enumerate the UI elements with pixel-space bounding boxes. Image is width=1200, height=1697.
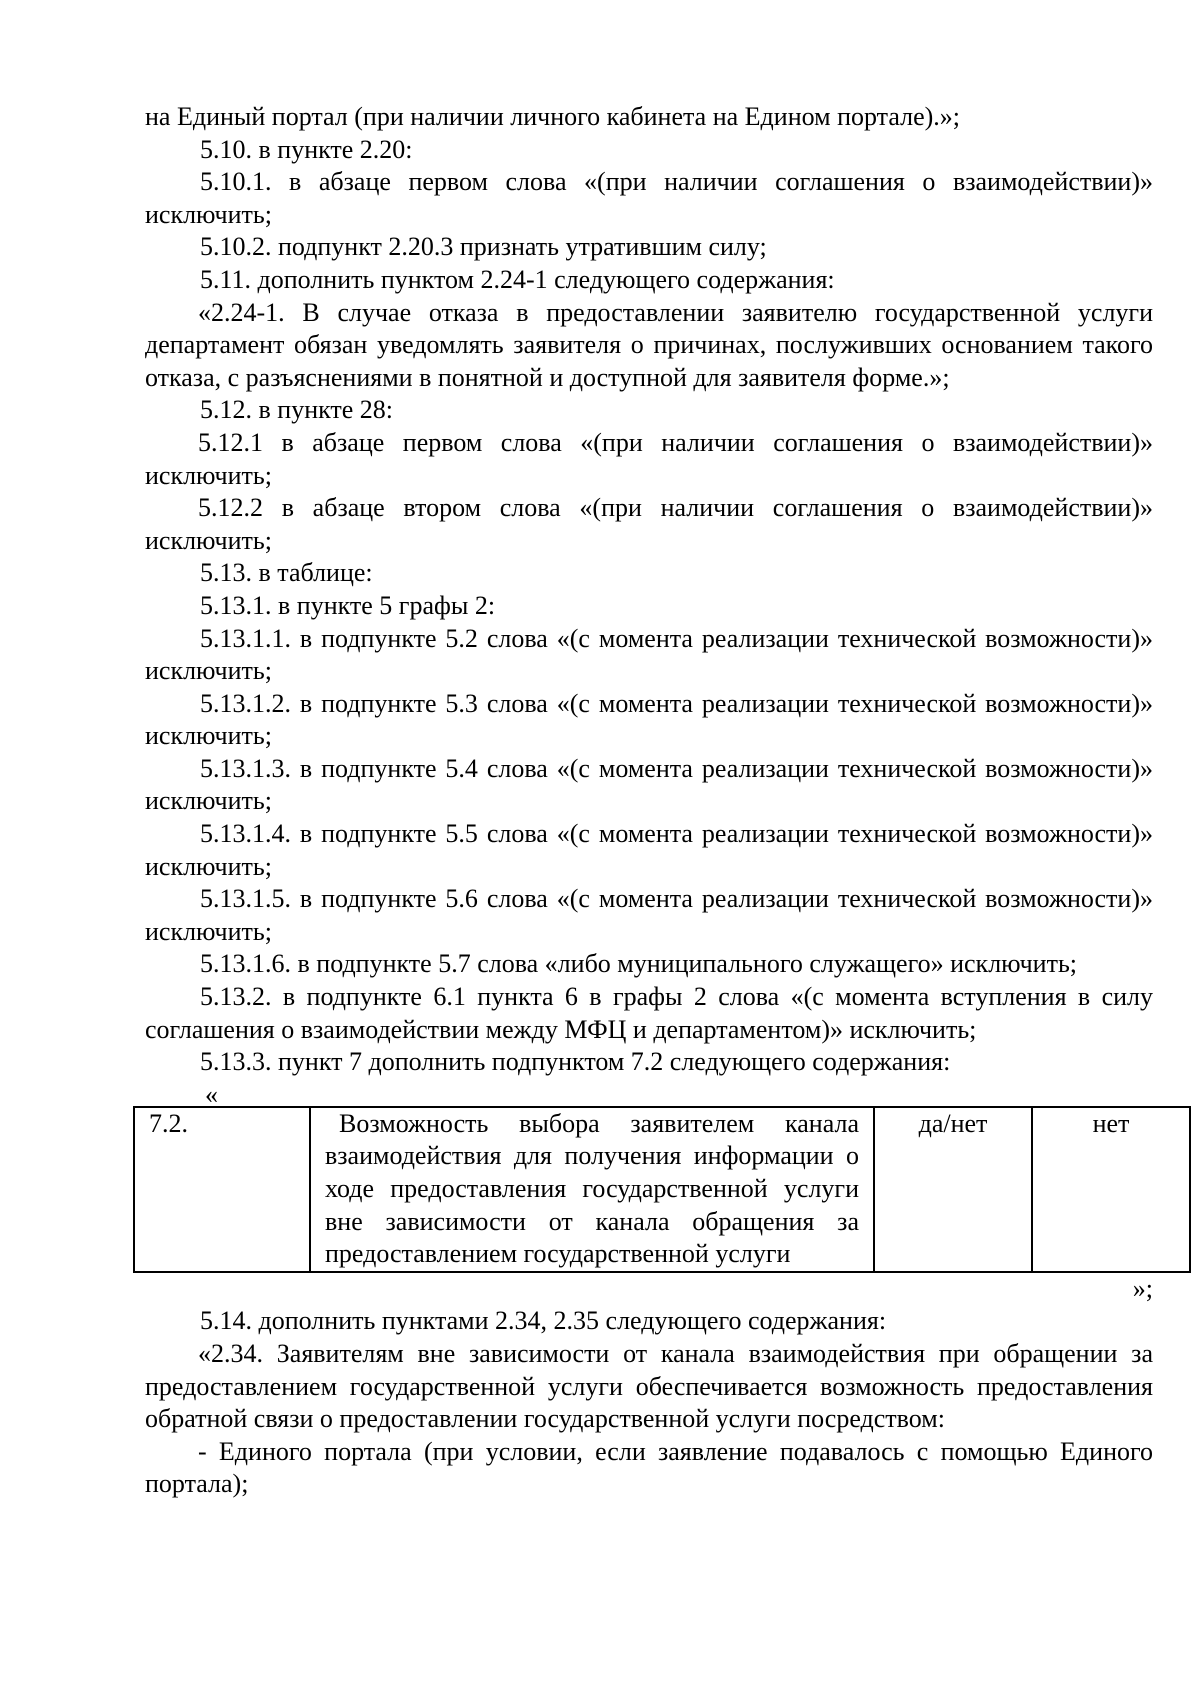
table-cell-number: 7.2.: [134, 1107, 310, 1272]
quote-close-mark: »;: [1132, 1273, 1153, 1303]
paragraph-2-24-1: «2.24-1. В случае отказа в предоставлении заявителю государственной услуги департамент обязан уведомлять заявителя о причинах, послуживших основанием такого отказа, с разъяснениями в понятной и доступной для заявителя форме.»;: [145, 297, 1153, 392]
paragraph-5-12-2: 5.12.2 в абзаце втором слова «(при наличии соглашения о взаимодействии)» исключить;: [145, 493, 1153, 555]
paragraph-5-13-1: 5.13.1. в пункте 5 графы 2:: [200, 590, 496, 620]
paragraph-5-10-1: 5.10.1. в абзаце первом слова «(при наличии соглашения о взаимодействии)» исключить;: [145, 167, 1153, 229]
table-cell-description: [310, 1107, 874, 1272]
paragraph-5-13-1-5: 5.13.1.5. в подпункте 5.6 слова «(с момента реализации технической возможности)» исключить;: [145, 884, 1153, 946]
paragraph-5-10: 5.10. в пункте 2.20:: [200, 134, 413, 164]
paragraph-continuation: на Единый портал (при наличии личного кабинета на Едином портале).»;: [145, 102, 960, 131]
paragraph-2-34: «2.34. Заявителям вне зависимости от канала взаимодействия при обращении за предоставлением государственной услуги обеспечивается возможность предоставления обратной связи о предоставлении государственной услуги посредством:: [145, 1338, 1153, 1434]
paragraph-5-11: 5.11. дополнить пунктом 2.24-1 следующего содержания:: [200, 264, 835, 294]
paragraph-5-13-3: 5.13.3. пункт 7 дополнить подпунктом 7.2 следующего содержания:: [200, 1047, 951, 1077]
paragraph-5-13-1-3: 5.13.1.3. в подпункте 5.4 слова «(с момента реализации технической возможности)» исключить;: [145, 753, 1153, 816]
paragraph-5-14: 5.14. дополнить пунктами 2.34, 2.35 следующего содержания:: [200, 1306, 887, 1336]
paragraph-5-13-2: 5.13.2. в подпункте 6.1 пункта 6 в графы 2 слова «(с момента вступления в силу соглашения о взаимодействии между МФЦ и департаментом)» исключить;: [145, 982, 1153, 1044]
paragraph-5-13-1-6: 5.13.1.6. в подпункте 5.7 слова «либо муниципального служащего» исключить;: [200, 949, 1078, 979]
quote-open-mark: «: [205, 1079, 218, 1109]
document-page: [145, 101, 1153, 1501]
table-cell-value: да/нет: [874, 1107, 1032, 1272]
table-row: [134, 1107, 1190, 1272]
paragraph-5-12: 5.12. в пункте 28:: [200, 395, 394, 425]
paragraph-5-13-1-2: 5.13.1.2. в подпункте 5.3 слова «(с момента реализации технической возможности)» исключить;: [145, 688, 1153, 751]
paragraph-5-12-1: 5.12.1 в абзаце первом слова «(при наличии соглашения о взаимодействии)» исключить;: [145, 427, 1153, 490]
paragraph-5-10-2: 5.10.2. подпункт 2.20.3 признать утратившим силу;: [200, 232, 767, 262]
paragraph-5-13: 5.13. в таблице:: [200, 558, 373, 588]
amendment-table: [133, 1106, 1191, 1273]
table-cell-description-text: Возможность выбора заявителем канала взаимодействия для получения информации о ходе предоставления государственной услуги вне зависимости от канала обращения за предоставлением государственной услуги: [325, 1108, 859, 1269]
paragraph-5-13-1-4: 5.13.1.4. в подпункте 5.5 слова «(с момента реализации технической возможности)» исключить;: [145, 819, 1153, 881]
paragraph-bullet-portal: - Единого портала (при условии, если заявление подавалось с помощью Единого портала);: [145, 1436, 1153, 1499]
paragraph-5-13-1-1: 5.13.1.1. в подпункте 5.2 слова «(с момента реализации технической возможности)» исключить;: [145, 623, 1153, 686]
table-cell-status: нет: [1032, 1107, 1190, 1272]
